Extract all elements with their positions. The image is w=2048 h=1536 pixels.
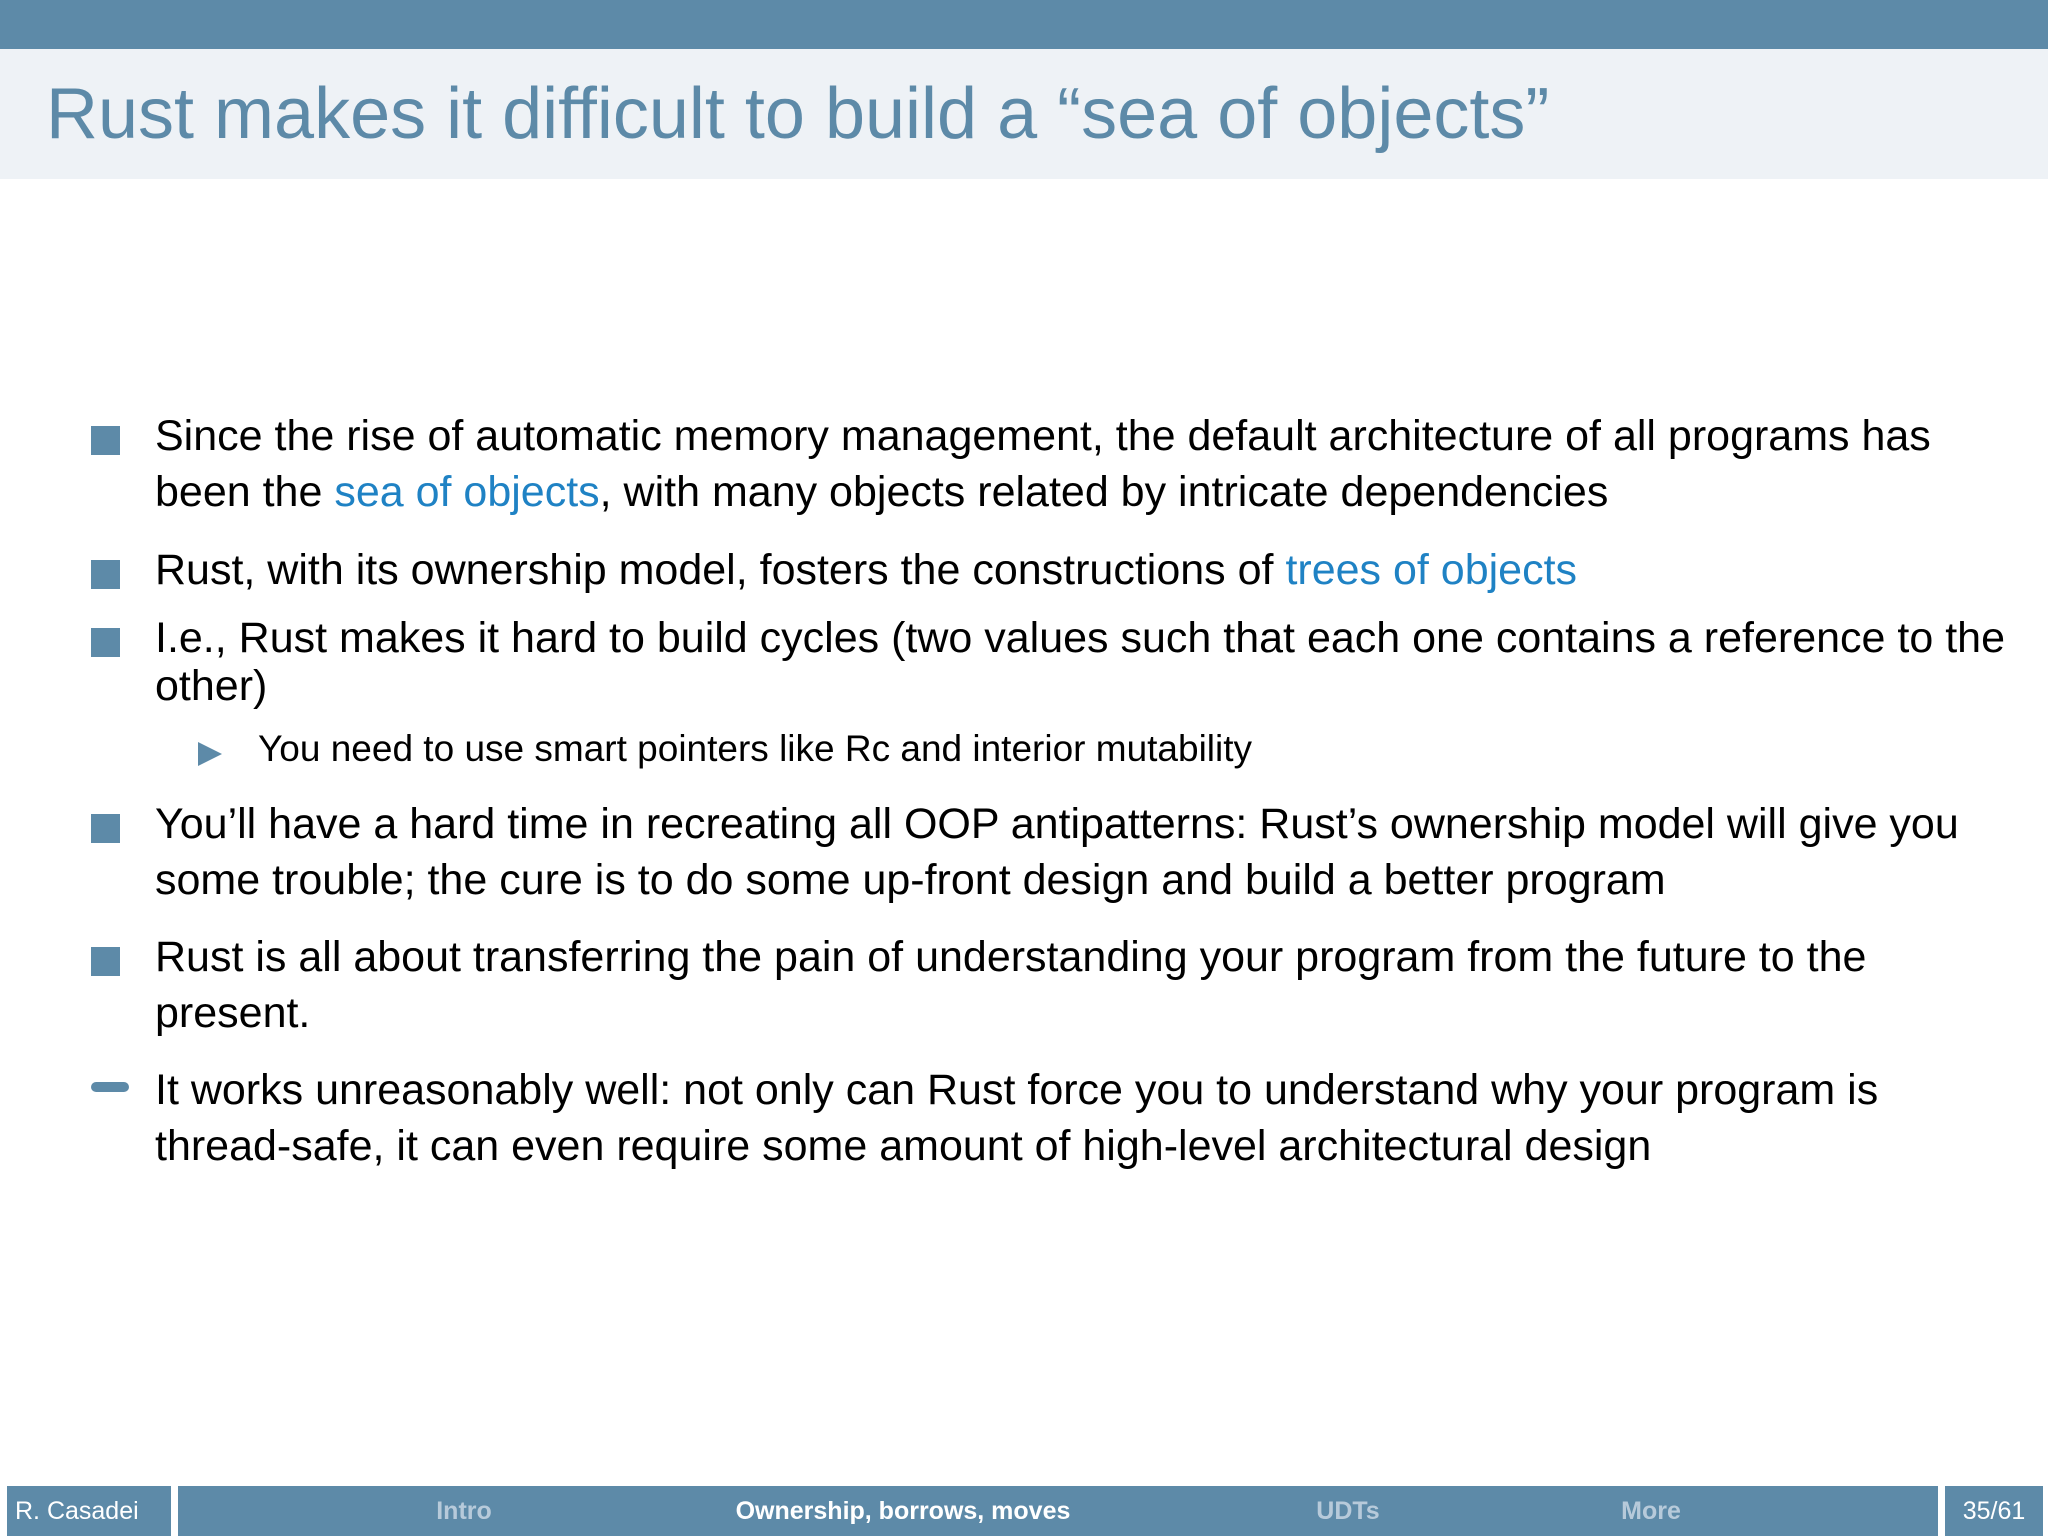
footer-author: R. Casadei bbox=[7, 1486, 171, 1536]
bullet-item bbox=[155, 796, 2015, 908]
dash-bullet-icon bbox=[91, 1082, 129, 1092]
bullet-item bbox=[155, 1062, 2015, 1174]
bullet-text: You’ll have a hard time in recreating all OOP antipatterns: Rust’s ownership model will give you some trouble; the cure is to do some up-front design and build a better program bbox=[155, 800, 1959, 904]
bullet-item bbox=[155, 408, 2015, 520]
square-bullet-icon bbox=[91, 560, 120, 589]
highlight-term: trees of objects bbox=[1285, 546, 1578, 594]
bullet-text: It works unreasonably well: not only can Rust force you to understand why your program is thread-safe, it can even require some amount of high-level architectural design bbox=[155, 1066, 1879, 1170]
sub-bullet-text: You need to use smart pointers like Rc and interior mutability bbox=[258, 728, 1253, 769]
square-bullet-icon bbox=[91, 426, 120, 455]
nav-link-intro[interactable]: Intro bbox=[436, 1497, 492, 1525]
square-bullet-icon bbox=[91, 947, 120, 976]
footer-navigation bbox=[178, 1486, 1938, 1536]
bullet-text: Rust is all about transferring the pain of understanding your program from the future to the present. bbox=[155, 933, 1867, 1037]
nav-link-more[interactable]: More bbox=[1621, 1497, 1681, 1525]
footer bbox=[0, 1486, 2048, 1536]
bullet-item bbox=[155, 614, 2015, 710]
bullet-text: , with many objects related by intricate dependencies bbox=[599, 468, 1609, 516]
nav-link-udts[interactable]: UDTs bbox=[1316, 1497, 1380, 1525]
bullet-text: I.e., Rust makes it hard to build cycles (two values such that each one contains a reference to the other) bbox=[155, 614, 2005, 710]
square-bullet-icon bbox=[91, 628, 120, 657]
bullet-text: Rust, with its ownership model, fosters the constructions of bbox=[155, 546, 1286, 594]
bullet-item bbox=[155, 542, 2015, 598]
triangle-bullet-icon bbox=[198, 742, 222, 766]
page-number: 35/61 bbox=[1945, 1486, 2043, 1536]
square-bullet-icon bbox=[91, 814, 120, 843]
nav-link-ownership[interactable]: Ownership, borrows, moves bbox=[735, 1497, 1071, 1525]
bullet-item bbox=[155, 929, 2015, 1041]
highlight-term: sea of objects bbox=[334, 468, 600, 516]
bullet-text: Since the rise of automatic memory management, the default architecture of all programs has been the bbox=[155, 412, 1931, 516]
header-bar bbox=[0, 0, 2048, 49]
slide-title: Rust makes it difficult to build a “sea of objects” bbox=[46, 74, 1550, 154]
